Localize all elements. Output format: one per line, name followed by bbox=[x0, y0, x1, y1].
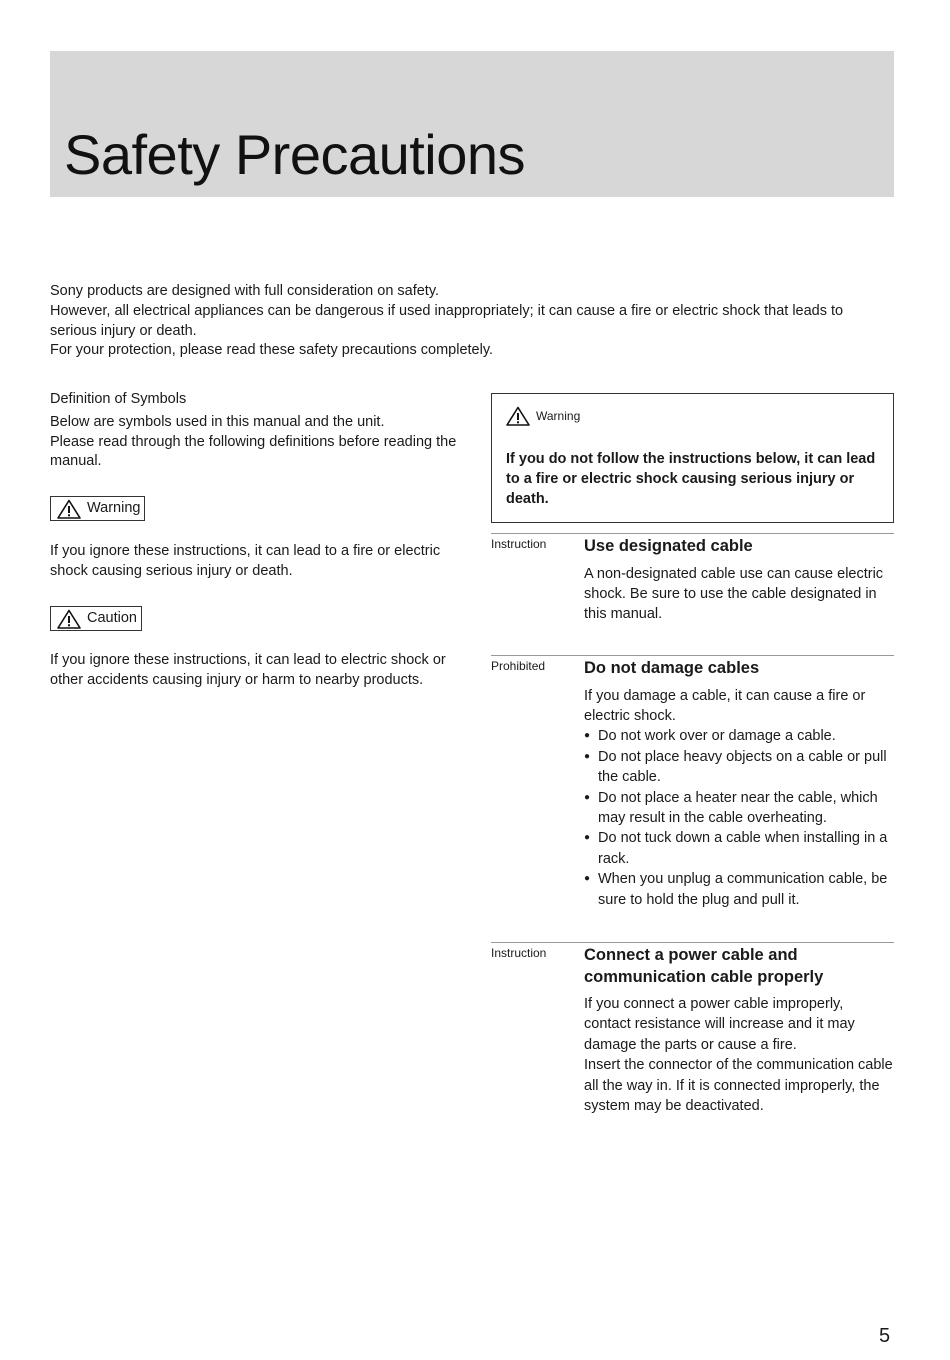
intro-line: For your protection, please read these safety precautions completely. bbox=[50, 342, 494, 359]
symbols-line: Please read through the following definitions before reading the manual. bbox=[50, 433, 457, 470]
item-body: If you connect a power cable improperly, contact resistance will increase and it may damage the parts or cause a fire. bbox=[584, 996, 855, 1053]
symbol-definitions bbox=[50, 390, 458, 691]
warning-box bbox=[491, 393, 894, 523]
prohibited-item bbox=[491, 655, 894, 910]
warning-box-text: If you do not follow the instructions below, it can lead to a fire or electric shock causing serious injury or death. bbox=[506, 451, 876, 507]
list-item: ● When you unplug a communication cable, be sure to hold the plug and pull it. bbox=[584, 869, 894, 910]
warning-description: If you ignore these instructions, it can lead to a fire or electric shock causing serious injury or death. bbox=[50, 542, 441, 579]
caution-triangle-icon bbox=[57, 609, 81, 629]
warning-symbol-box bbox=[50, 496, 145, 521]
item-tag: Prohibited bbox=[491, 659, 546, 673]
intro-line: However, all electrical appliances can be dangerous if used inappropriately; it can cause a fire or electric shock that leads to serious injury or death. bbox=[50, 302, 844, 339]
caution-symbol-box bbox=[50, 606, 142, 631]
list-item: ● Do not work over or damage a cable. bbox=[584, 726, 894, 746]
item-tag: Instruction bbox=[491, 537, 547, 551]
item-heading: Use designated cable bbox=[584, 537, 753, 555]
intro-line: Sony products are designed with full consideration on safety. bbox=[50, 283, 440, 299]
caution-symbol-label: Caution bbox=[87, 609, 137, 626]
list-item: ● Do not place heavy objects on a cable or pull the cable. bbox=[584, 747, 894, 788]
warning-symbol-label: Warning bbox=[87, 500, 141, 517]
list-item: ● Do not place a heater near the cable, which may result in the cable overheating. bbox=[584, 788, 894, 829]
warning-box-header bbox=[506, 406, 879, 426]
warning-triangle-icon bbox=[57, 499, 81, 519]
item-heading: Connect a power cable and communication cable properly bbox=[584, 946, 824, 986]
symbols-line: Below are symbols used in this manual and the unit. bbox=[50, 413, 385, 430]
page-number: 5 bbox=[879, 1325, 891, 1347]
item-body: Insert the connector of the communication cable all the way in. If it is connected improperly, the system may be deactivated. bbox=[584, 1057, 893, 1115]
list-item: ● Do not tuck down a cable when installing in a rack. bbox=[584, 828, 894, 869]
item-body: A non-designated cable use can cause electric shock. Be sure to use the cable designated in this manual. bbox=[584, 565, 884, 623]
warning-triangle-icon bbox=[506, 406, 530, 426]
item-heading: Do not damage cables bbox=[584, 659, 760, 677]
instruction-item bbox=[491, 533, 894, 625]
instruction-item bbox=[491, 942, 894, 1116]
warning-section bbox=[491, 393, 894, 523]
item-body: If you damage a cable, it can cause a fire or electric shock. bbox=[584, 687, 866, 724]
item-bullets bbox=[584, 726, 894, 910]
warning-box-label: Warning bbox=[536, 409, 581, 423]
item-tag: Instruction bbox=[491, 946, 547, 960]
title-band bbox=[50, 51, 894, 197]
symbols-heading: Definition of Symbols bbox=[50, 391, 187, 407]
intro bbox=[50, 282, 890, 361]
caution-description: If you ignore these instructions, it can lead to electric shock or other accidents causing injury or harm to nearby products. bbox=[50, 652, 446, 689]
page-title: Safety Precautions bbox=[64, 123, 526, 186]
